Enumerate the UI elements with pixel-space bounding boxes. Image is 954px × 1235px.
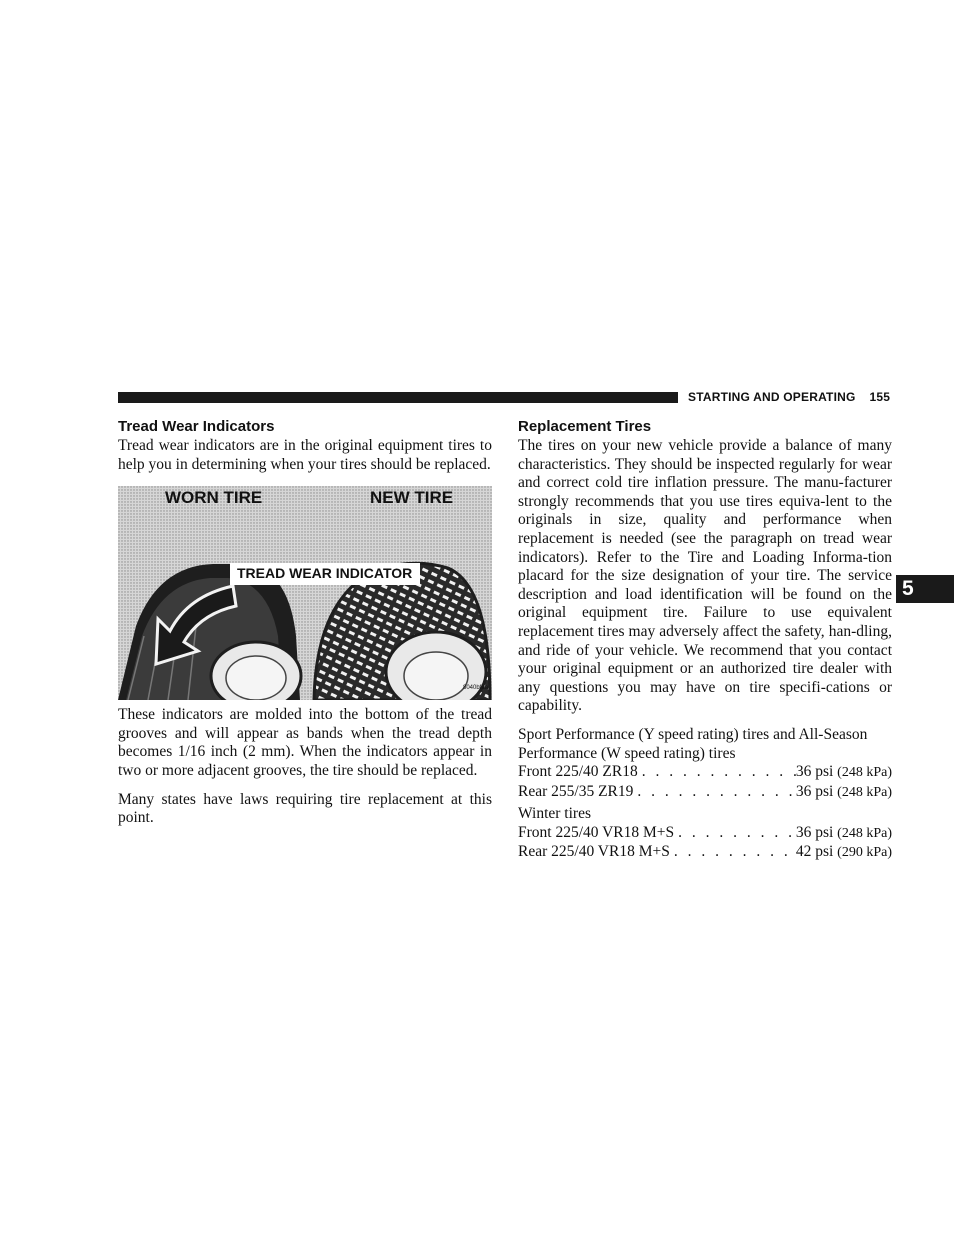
- spec-value: [796, 843, 892, 863]
- tread-wear-intro: Tread wear indicators are in the original equipment tires to help you in determining when your tires should be replaced.: [118, 437, 492, 473]
- tread-wear-para1: These indicators are molded into the bottom of the tread grooves and will appear as bands when the tread depth becomes 1/16 inch (2 mm). When the indicators appear in two or more adjacent grooves, the tire should be replaced.: [118, 706, 492, 779]
- leader-dots: [670, 843, 796, 862]
- worn-tire-label: WORN TIRE: [165, 488, 263, 508]
- spec-kpa: (290 kPa): [837, 845, 892, 861]
- header-rule: [118, 392, 678, 403]
- right-column: [518, 418, 892, 863]
- spec-psi: 36 psi: [795, 823, 834, 841]
- spec-label: Rear 225/40 VR18 M+S: [518, 843, 670, 861]
- left-column: [118, 418, 492, 828]
- tread-wear-para2: Many states have laws requiring tire replacement at this point.: [118, 790, 492, 827]
- leader-dots: [674, 824, 796, 843]
- spec-row: [518, 763, 892, 783]
- spec-value: [796, 763, 892, 783]
- spec-row: [518, 783, 892, 803]
- running-header: [688, 390, 890, 404]
- replacement-tires-heading: Replacement Tires: [518, 418, 652, 435]
- replacement-tires-para: The tires on your new vehicle provide a balance of many characteristics. They should be inspected regularly for wear and correct cold tire inflation pressure. The manu-facturer strongly recommends that you use tires equiva-lent to the originals in size, quality and performance when replacement is needed (see the paragraph on tread wear indicators). Refer to the Tire and Loading Informa-tion placard for the size designation of your tire. The service description and load identification will be found on the original equipment tire. Failure to use equivalent replacement tires may adversely affect the safety, han-dling, and ride of your vehicle. We recommend that you contact your original equipment or an authorized tire dealer with any questions you may have on tire specifi-cations or capability.: [518, 437, 892, 715]
- spec-psi: 36 psi: [795, 763, 834, 781]
- spec-label: Front 225/40 ZR18: [518, 763, 638, 781]
- tread-wear-heading: Tread Wear Indicators: [118, 418, 275, 435]
- tread-wear-illustration: [118, 486, 492, 700]
- spec-kpa: (248 kPa): [837, 765, 892, 781]
- header-section-title: STARTING AND OPERATING: [688, 390, 856, 404]
- tread-wear-indicator-label: TREAD WEAR INDICATOR: [237, 565, 413, 582]
- figure-code: 8040bfaa: [463, 685, 489, 692]
- spec-row: [518, 824, 892, 844]
- winter-tires-heading: Winter tires: [518, 805, 591, 823]
- spec-psi: 36 psi: [795, 782, 834, 800]
- spec-value: [796, 783, 892, 803]
- leader-dots: [633, 783, 795, 802]
- tire-illustration-graphic: [118, 486, 492, 700]
- spec-label: Rear 255/35 ZR19: [518, 782, 634, 800]
- spec-psi: 42 psi: [795, 843, 834, 861]
- spec-kpa: (248 kPa): [837, 784, 892, 800]
- leader-dots: [638, 763, 796, 782]
- spec-label: Front 225/40 VR18 M+S: [518, 823, 675, 841]
- new-tire-label: NEW TIRE: [370, 488, 454, 508]
- spec-kpa: (248 kPa): [837, 825, 892, 841]
- sport-tires-heading: Sport Performance (Y speed rating) tires and All-Season Performance (W speed rating) tires: [518, 725, 868, 762]
- spec-row: [518, 843, 892, 863]
- page-number: 155: [869, 390, 891, 404]
- chapter-tab: 5: [896, 575, 954, 603]
- spec-value: [796, 824, 892, 844]
